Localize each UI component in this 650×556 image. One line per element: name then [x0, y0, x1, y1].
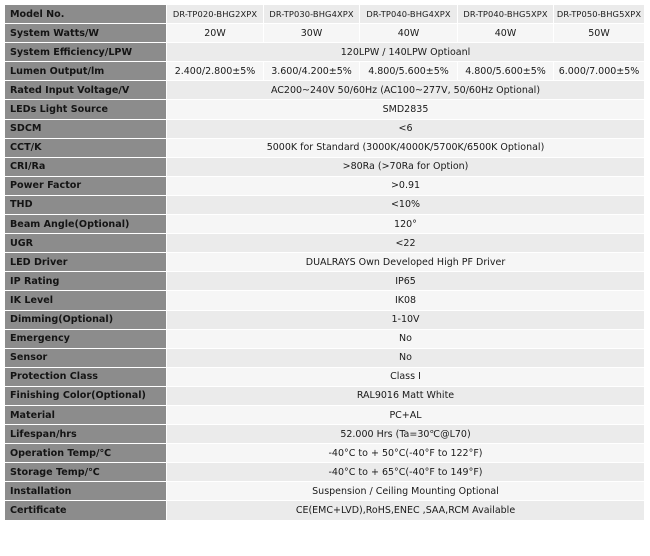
spec-value: No	[167, 329, 645, 348]
spec-label: Material	[5, 405, 167, 424]
spec-row	[5, 43, 645, 62]
spec-value: 120LPW / 140LPW Optioanl	[167, 43, 645, 62]
spec-value: RAL9016 Matt White	[167, 386, 645, 405]
spec-label: CCT/K	[5, 138, 167, 157]
spec-row	[5, 62, 645, 81]
spec-value: 40W	[360, 24, 458, 43]
spec-row	[5, 215, 645, 234]
spec-value: <22	[167, 234, 645, 253]
spec-value: IP65	[167, 272, 645, 291]
spec-value: SMD2835	[167, 100, 645, 119]
spec-row	[5, 329, 645, 348]
spec-value: PC+AL	[167, 405, 645, 424]
spec-value: >0.91	[167, 176, 645, 195]
spec-row	[5, 367, 645, 386]
spec-value: 1-10V	[167, 310, 645, 329]
spec-label: Beam Angle(Optional)	[5, 215, 167, 234]
spec-row	[5, 138, 645, 157]
spec-label: Emergency	[5, 329, 167, 348]
spec-value: 4.800/5.600±5%	[458, 62, 554, 81]
spec-value: 3.600/4.200±5%	[264, 62, 360, 81]
spec-row	[5, 81, 645, 100]
spec-row	[5, 444, 645, 463]
spec-label: Installation	[5, 482, 167, 501]
spec-label: SDCM	[5, 119, 167, 138]
spec-row	[5, 501, 645, 520]
spec-row	[5, 425, 645, 444]
model-number-cell: DR-TP030-BHG4XPX	[264, 5, 360, 24]
spec-row	[5, 348, 645, 367]
spec-label: Lumen Output/lm	[5, 62, 167, 81]
spec-label: IK Level	[5, 291, 167, 310]
header-label: Model No.	[5, 5, 167, 24]
spec-row	[5, 272, 645, 291]
spec-row	[5, 253, 645, 272]
spec-label: Finishing Color(Optional)	[5, 386, 167, 405]
spec-row	[5, 386, 645, 405]
spec-row	[5, 195, 645, 214]
spec-label: THD	[5, 195, 167, 214]
spec-row	[5, 405, 645, 424]
spec-label: IP Rating	[5, 272, 167, 291]
spec-value: Suspension / Ceiling Mounting Optional	[167, 482, 645, 501]
spec-row	[5, 24, 645, 43]
spec-label: Lifespan/hrs	[5, 425, 167, 444]
spec-label: Certificate	[5, 501, 167, 520]
spec-value: DUALRAYS Own Developed High PF Driver	[167, 253, 645, 272]
spec-value: AC200~240V 50/60Hz (AC100~277V, 50/60Hz Optional)	[167, 81, 645, 100]
spec-label: Dimming(Optional)	[5, 310, 167, 329]
spec-label: Power Factor	[5, 176, 167, 195]
spec-label: System Watts/W	[5, 24, 167, 43]
spec-label: System Efficiency/LPW	[5, 43, 167, 62]
spec-value: -40°C to + 50°C(-40°F to 122°F)	[167, 444, 645, 463]
spec-value: 120°	[167, 215, 645, 234]
spec-value: Class Ⅰ	[167, 367, 645, 386]
spec-row	[5, 157, 645, 176]
spec-value: 2.400/2.800±5%	[167, 62, 264, 81]
spec-value: >80Ra (>70Ra for Option)	[167, 157, 645, 176]
spec-row	[5, 463, 645, 482]
spec-value: No	[167, 348, 645, 367]
model-number-cell: DR-TP020-BHG2XPX	[167, 5, 264, 24]
spec-value: 5000K for Standard (3000K/4000K/5700K/6500K Optional)	[167, 138, 645, 157]
spec-value: CE(EMC+LVD),RoHS,ENEC ,SAA,RCM Available	[167, 501, 645, 520]
header-row	[5, 5, 645, 24]
spec-value: 40W	[458, 24, 554, 43]
spec-label: Protection Class	[5, 367, 167, 386]
spec-row	[5, 310, 645, 329]
spec-value: <10%	[167, 195, 645, 214]
spec-label: LEDs Light Source	[5, 100, 167, 119]
spec-value: 6.000/7.000±5%	[554, 62, 645, 81]
spec-label: Rated Input Voltage/V	[5, 81, 167, 100]
spec-label: Operation Temp/℃	[5, 444, 167, 463]
spec-table-body	[5, 5, 645, 521]
spec-value: 30W	[264, 24, 360, 43]
spec-label: Storage Temp/℃	[5, 463, 167, 482]
spec-row	[5, 482, 645, 501]
model-number-cell: DR-TP040-BHG4XPX	[360, 5, 458, 24]
spec-value: 52.000 Hrs (Ta=30℃@L70)	[167, 425, 645, 444]
spec-label: Sensor	[5, 348, 167, 367]
model-number-cell: DR-TP040-BHG5XPX	[458, 5, 554, 24]
spec-row	[5, 234, 645, 253]
spec-label: LED Driver	[5, 253, 167, 272]
spec-table	[4, 4, 645, 521]
spec-value: 4.800/5.600±5%	[360, 62, 458, 81]
spec-value: -40°C to + 65°C(-40°F to 149°F)	[167, 463, 645, 482]
spec-value: 50W	[554, 24, 645, 43]
spec-value: 20W	[167, 24, 264, 43]
spec-label: CRI/Ra	[5, 157, 167, 176]
spec-row	[5, 291, 645, 310]
spec-row	[5, 100, 645, 119]
spec-value: <6	[167, 119, 645, 138]
spec-value: IK08	[167, 291, 645, 310]
spec-row	[5, 176, 645, 195]
model-number-cell: DR-TP050-BHG5XPX	[554, 5, 645, 24]
spec-label: UGR	[5, 234, 167, 253]
spec-row	[5, 119, 645, 138]
